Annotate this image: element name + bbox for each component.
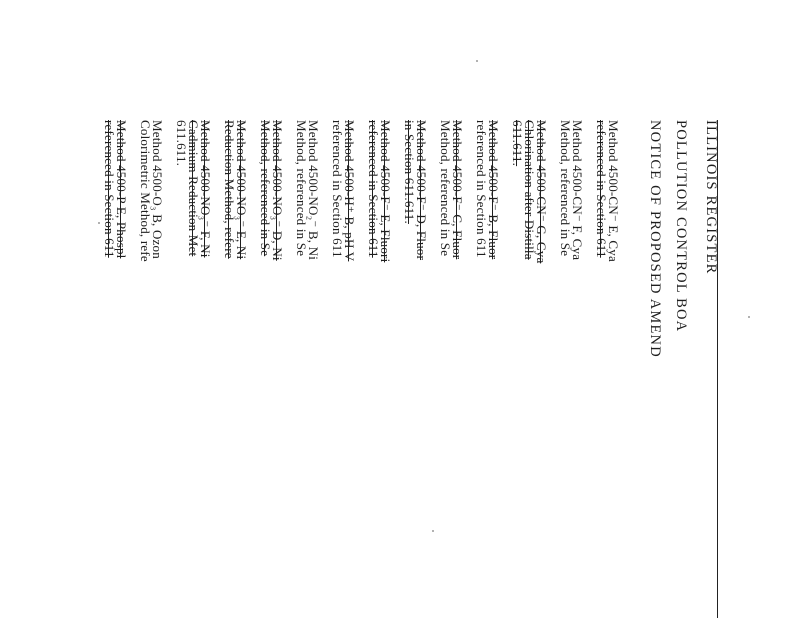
method-line: Method, referenced in Se — [558, 120, 573, 257]
notice-title: NOTICE OF PROPOSED AMEND — [647, 120, 663, 358]
method-line: 611.611. — [174, 120, 189, 167]
method-line: Method 4500-H⁺ B, pH V — [342, 120, 357, 262]
method-line: Cadmium Reduction Met — [186, 120, 201, 257]
register-title: ILLINOIS REGISTER — [703, 120, 719, 275]
method-line: Method 4500-NO₂⁻ B, Ni — [306, 120, 321, 261]
method-line: Method 4500-NO₃⁻ D, Ni — [270, 120, 285, 261]
method-line: referenced in Section 611 — [594, 120, 609, 258]
method-line: in Section 611.611. — [402, 120, 417, 224]
method-line: Method, referenced in Se — [438, 120, 453, 257]
method-line: Method 4500-F⁻ B, Fluor — [486, 120, 501, 260]
method-line: Reduction Method, refere — [222, 120, 237, 259]
scan-speck — [748, 316, 750, 318]
method-line: referenced in Section 611 — [366, 120, 381, 258]
method-line: referenced in Section 611 — [102, 120, 117, 258]
scan-speck — [432, 530, 434, 532]
method-line: Method 4500-P E, Phospl — [114, 120, 129, 259]
board-title: POLLUTION CONTROL BOA — [673, 120, 689, 333]
method-line: Method 4500-CN⁻ G, Cya — [534, 120, 549, 264]
method-line: referenced in Section 611 — [330, 120, 345, 258]
method-line: Method 4500-F⁻ D, Fluor — [414, 120, 429, 261]
method-line: Method 4500-NO₃⁻ E, Ni — [234, 120, 249, 260]
method-line: 611.611. — [510, 120, 525, 167]
method-line: Method 4500-NO₃⁻ F, Ni — [198, 120, 213, 258]
method-line: Method, referenced in Se — [294, 120, 309, 257]
scan-speck — [98, 222, 100, 224]
method-line: Method 4500-CN⁻ F, Cya — [570, 120, 585, 261]
method-line: Colorimetric Method, refe — [138, 120, 153, 262]
scan-speck — [476, 60, 478, 62]
method-line: Method 4500-O₃ B, Ozon — [150, 120, 165, 259]
rotated-text-block — [78, 120, 718, 618]
method-line: Method 4500-F⁻ C, Fluor — [450, 120, 465, 260]
method-line: Method 4500-F⁻ E, Fluori — [378, 120, 393, 263]
method-line: Method, referenced in Se — [258, 120, 273, 257]
method-line: Chlorination after Distilla — [522, 120, 537, 260]
method-line: referenced in Section 611 — [474, 120, 489, 258]
method-line: Method 4500-CN⁻ E, Cya — [606, 120, 621, 262]
